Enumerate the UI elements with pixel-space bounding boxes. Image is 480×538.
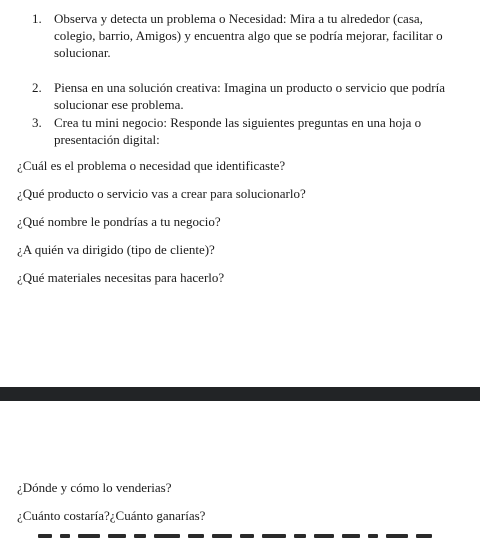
instruction-number: 2.	[32, 80, 42, 95]
instruction-number: 1.	[32, 11, 42, 26]
instruction-text-line: solucionar ese problema.	[54, 97, 184, 112]
instruction-number: 3.	[32, 115, 42, 130]
question-business-name: ¿Qué nombre le pondrías a tu negocio?	[17, 214, 221, 229]
instruction-text-line: Piensa en una solución creativa: Imagina un producto o servicio que podría	[54, 80, 445, 95]
instruction-text-line: presentación digital:	[54, 132, 160, 147]
page-break	[0, 387, 480, 401]
cut-off-text-line	[30, 531, 450, 538]
question-where-sell: ¿Dónde y cómo lo venderias?	[17, 480, 172, 495]
question-product: ¿Qué producto o servicio vas a crear para solucionarlo?	[17, 186, 306, 201]
question-target-customer: ¿A quién va dirigido (tipo de cliente)?	[17, 242, 215, 257]
instruction-text-line: solucionar.	[54, 45, 111, 60]
instruction-text-line: colegio, barrio, Amigos) y encuentra algo que se podría mejorar, facilitar o	[54, 28, 443, 43]
instruction-text-line: Observa y detecta un problema o Necesidad: Mira a tu alrededor (casa,	[54, 11, 423, 26]
question-cost-profit: ¿Cuánto costaría?¿Cuánto ganarías?	[17, 508, 206, 523]
instruction-text-line: Crea tu mini negocio: Responde las siguientes preguntas en una hoja o	[54, 115, 422, 130]
question-materials: ¿Qué materiales necesitas para hacerlo?	[17, 270, 225, 285]
question-problem: ¿Cuál es el problema o necesidad que identificaste?	[17, 158, 286, 173]
